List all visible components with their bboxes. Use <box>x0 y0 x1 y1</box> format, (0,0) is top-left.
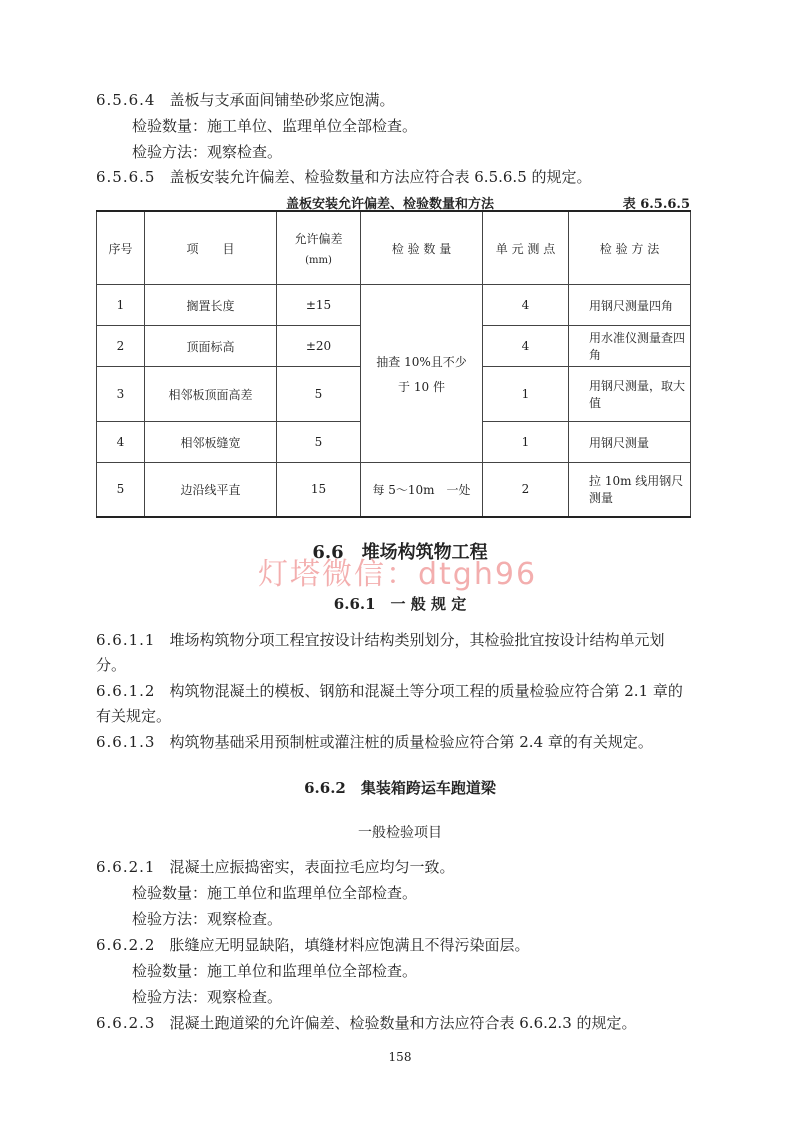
watermark: 灯塔微信：dtgh96 <box>258 557 538 592</box>
header-tolerance-label: 允许偏差 <box>294 232 343 246</box>
cell-points: 4 <box>483 285 569 326</box>
clause-6-5-6-5 <box>96 166 592 187</box>
clause-6-6-1-2 <box>96 680 683 701</box>
clause-text: 构筑物基础采用预制桩或灌注桩的质量检验应符合第 2.4 章的有关规定。 <box>169 733 653 751</box>
cell-method: 用钢尺测量四角 <box>569 285 691 326</box>
clause-6-6-2-2 <box>96 934 530 955</box>
header-tolerance <box>277 211 361 285</box>
header-tolerance-unit: (mm) <box>305 255 332 266</box>
cell-points: 2 <box>483 463 569 517</box>
cell-seq: 4 <box>97 422 145 463</box>
sub-heading-runway-beam: 6.6.2 集装箱跨运车跑道梁 <box>304 779 496 797</box>
clause-number: 6.6.2.2 <box>96 936 156 954</box>
cell-item: 顶面标高 <box>145 326 277 367</box>
section-heading: 6.6 堆场构筑物工程 <box>312 542 488 563</box>
clause-number: 6.6.1.2 <box>96 682 156 700</box>
clause-text: 盖板安装允许偏差、检验数量和方法应符合表 6.5.6.5 的规定。 <box>169 168 592 186</box>
cell-tolerance: 5 <box>277 367 361 422</box>
table-number: 表 6.5.6.5 <box>622 197 690 212</box>
cell-tolerance: ±20 <box>277 326 361 367</box>
cell-seq: 3 <box>97 367 145 422</box>
cell-points: 1 <box>483 367 569 422</box>
header-seq: 序号 <box>97 211 145 285</box>
clause-number: 6.5.6.4 <box>96 91 156 109</box>
header-item: 项 目 <box>145 211 277 285</box>
clause-number: 6.6.1.3 <box>96 733 156 751</box>
clause-text: 构筑物混凝土的模板、钢筋和混凝土等分项工程的质量检验应符合第 2.1 章的 <box>169 682 683 700</box>
cell-seq: 5 <box>97 463 145 517</box>
clause-text: 胀缝应无明显缺陷，填缝材料应饱满且不得污染面层。 <box>169 936 530 954</box>
page-number: 158 <box>388 1050 412 1064</box>
cell-method: 用钢尺测量 <box>569 422 691 463</box>
clause-number: 6.6.2.3 <box>96 1014 156 1032</box>
sub-heading-general-items: 一般检验项目 <box>358 825 442 841</box>
tolerance-table <box>96 210 691 518</box>
clause-number: 6.6.2.1 <box>96 858 156 876</box>
cell-item: 相邻板顶面高差 <box>145 367 277 422</box>
cell-quantity: 每 5～10m 一处 <box>361 463 483 517</box>
table-header-row <box>97 211 691 285</box>
table-row <box>97 285 691 326</box>
cell-tolerance: 5 <box>277 422 361 463</box>
table-title: 盖板安装允许偏差、检验数量和方法 <box>286 197 495 212</box>
header-quantity: 检 验 数 量 <box>361 211 483 285</box>
header-points: 单 元 测 点 <box>483 211 569 285</box>
clause-6-6-2-3 <box>96 1012 637 1033</box>
cell-tolerance: ±15 <box>277 285 361 326</box>
clause-6-6-2-1 <box>96 856 455 877</box>
cell-seq: 1 <box>97 285 145 326</box>
cell-seq: 2 <box>97 326 145 367</box>
inspection-method: 检验方法：观察检查。 <box>132 143 283 161</box>
clause-text: 盖板与支承面间铺垫砂浆应饱满。 <box>169 91 395 109</box>
cell-points: 1 <box>483 422 569 463</box>
cell-points: 4 <box>483 326 569 367</box>
clause-continuation: 有关规定。 <box>96 707 172 725</box>
cell-method: 用水准仪测量查四角 <box>569 326 691 367</box>
clause-text: 混凝土应振捣密实，表面拉毛应均匀一致。 <box>169 858 455 876</box>
inspection-quantity: 检验数量：施工单位、监理单位全部检查。 <box>132 117 418 135</box>
clause-6-5-6-4 <box>96 89 395 110</box>
clause-text: 混凝土跑道梁的允许偏差、检验数量和方法应符合表 6.6.2.3 的规定。 <box>169 1014 637 1032</box>
cell-item: 搁置长度 <box>145 285 277 326</box>
inspection-method: 检验方法：观察检查。 <box>132 988 283 1006</box>
clause-6-6-1-3 <box>96 731 653 752</box>
header-method: 检 验 方 法 <box>569 211 691 285</box>
clause-continuation: 分。 <box>96 656 127 674</box>
clause-number: 6.5.6.5 <box>96 168 156 186</box>
cell-tolerance: 15 <box>277 463 361 517</box>
cell-method: 用钢尺测量，取大值 <box>569 367 691 422</box>
cell-item: 边沿线平直 <box>145 463 277 517</box>
clause-text: 堆场构筑物分项工程宜按设计结构类别划分，其检验批宜按设计结构单元划 <box>169 631 665 649</box>
cell-quantity-merged <box>361 285 483 463</box>
clause-number: 6.6.1.1 <box>96 631 156 649</box>
inspection-quantity: 检验数量：施工单位和监理单位全部检查。 <box>132 962 418 980</box>
table-row <box>97 463 691 517</box>
cell-method: 拉 10m 线用钢尺测量 <box>569 463 691 517</box>
cell-item: 相邻板缝宽 <box>145 422 277 463</box>
sub-heading-general: 6.6.1 一 般 规 定 <box>333 595 467 613</box>
quantity-line-2: 于 10 件 <box>398 379 445 394</box>
clause-6-6-1-1 <box>96 629 665 650</box>
quantity-line-1: 抽查 10%且不少 <box>376 354 467 369</box>
inspection-method: 检验方法：观察检查。 <box>132 910 283 928</box>
inspection-quantity: 检验数量：施工单位和监理单位全部检查。 <box>132 884 418 902</box>
